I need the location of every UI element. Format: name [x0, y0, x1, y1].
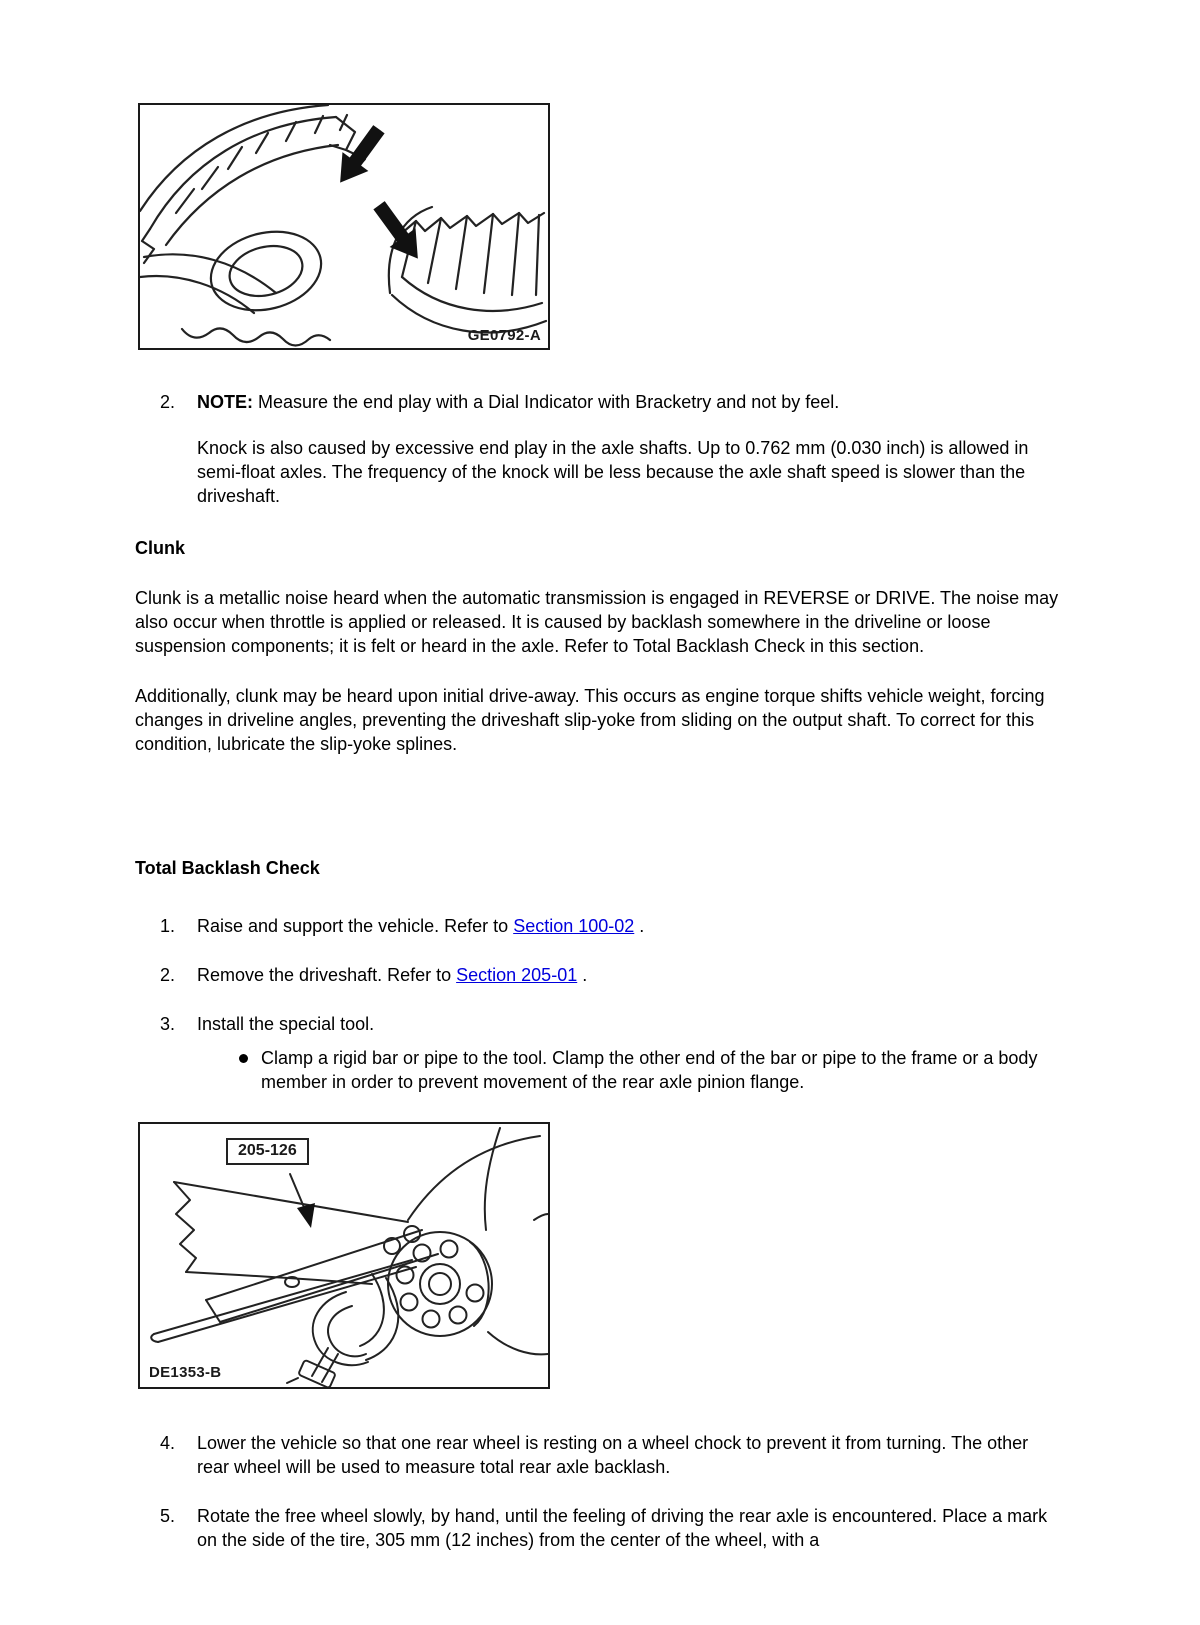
pointer-arrow-icon	[366, 196, 431, 268]
step-2-text	[197, 963, 587, 987]
step-2	[135, 963, 1065, 987]
clunk-paragraph-1: Clunk is a metallic noise heard when the automatic transmission is engaged in REVERSE or DRIVE. The noise may also occur when throttle is applied or released. It is caused by backlash somewhere in the driveline or loose suspension components; it is felt or heard in the axle. Refer to Total Backlash Check in this section.	[135, 588, 1059, 656]
step-3-text: Install the special tool.	[197, 1014, 375, 1034]
step-number: 5.	[160, 1506, 176, 1526]
backlash-tool-illustration	[140, 1124, 548, 1387]
step-2-lead: Remove the driveshaft. Refer to	[197, 965, 457, 985]
step-1-suffix: .	[634, 916, 645, 936]
step-5-text: Rotate the free wheel slowly, by hand, until the feeling of driving the rear axle is encountered. Place a mark on the side of the tire, 305 mm (12 inches) from the center of the wheel, with a	[197, 1506, 1048, 1550]
figure-caption: DE1353-B	[149, 1364, 222, 1381]
step-3-bullet-item	[135, 1046, 1065, 1094]
step-number: 1.	[160, 916, 176, 936]
note-step-text	[197, 390, 839, 414]
step-4	[135, 1431, 1065, 1479]
step-number: 2.	[160, 965, 176, 985]
step-number: 3.	[160, 1014, 176, 1034]
page-content	[0, 103, 1200, 1552]
step-2-suffix: .	[577, 965, 588, 985]
tool-label-box: 205-126	[226, 1138, 309, 1165]
label-arrow-icon	[297, 1203, 315, 1228]
note-step	[135, 390, 1065, 414]
step-1-text	[197, 914, 644, 938]
figure-caption: GE0792-A	[467, 327, 541, 344]
step-number: 4.	[160, 1433, 176, 1453]
total-backlash-heading: Total Backlash Check	[135, 858, 320, 878]
step-3	[135, 1012, 1065, 1036]
clunk-heading: Clunk	[135, 538, 186, 558]
knock-paragraph: Knock is also caused by excessive end play in the axle shafts. Up to 0.762 mm (0.030 inch) is allowed in semi-float axles. The frequency of the knock will be less because the axle shaft speed is slower than the driveshaft.	[197, 438, 1029, 506]
step-5	[135, 1504, 1065, 1552]
section-205-01-link[interactable]: Section 205-01	[456, 965, 578, 985]
gear-mesh-illustration	[140, 105, 548, 348]
clunk-paragraph-2: Additionally, clunk may be heard upon initial drive-away. This occurs as engine torque shifts vehicle weight, forcing changes in driveline angles, preventing the driveshaft slip-yoke from sliding on the output shaft. To correct for this condition, lubricate the slip-yoke splines.	[135, 686, 1045, 754]
pointer-arrow-icon	[327, 120, 392, 192]
step-1-lead: Raise and support the vehicle. Refer to	[197, 916, 514, 936]
step-1	[135, 914, 1065, 938]
bullet-icon	[239, 1054, 248, 1063]
note-label: NOTE:	[197, 392, 253, 412]
figure-backlash-tool	[138, 1122, 550, 1389]
step-4-text: Lower the vehicle so that one rear wheel is resting on a wheel chock to prevent it from turning. The other rear wheel will be used to measure total rear axle backlash.	[197, 1433, 1029, 1477]
figure-gear-mesh	[138, 103, 550, 350]
bullet-text: Clamp a rigid bar or pipe to the tool. Clamp the other end of the bar or pipe to the frame or a body member in order to prevent movement of the rear axle pinion flange.	[261, 1048, 1038, 1092]
note-text: Measure the end play with a Dial Indicator with Bracketry and not by feel.	[253, 392, 840, 412]
step-number: 2.	[160, 392, 176, 412]
section-100-02-link[interactable]: Section 100-02	[513, 916, 635, 936]
